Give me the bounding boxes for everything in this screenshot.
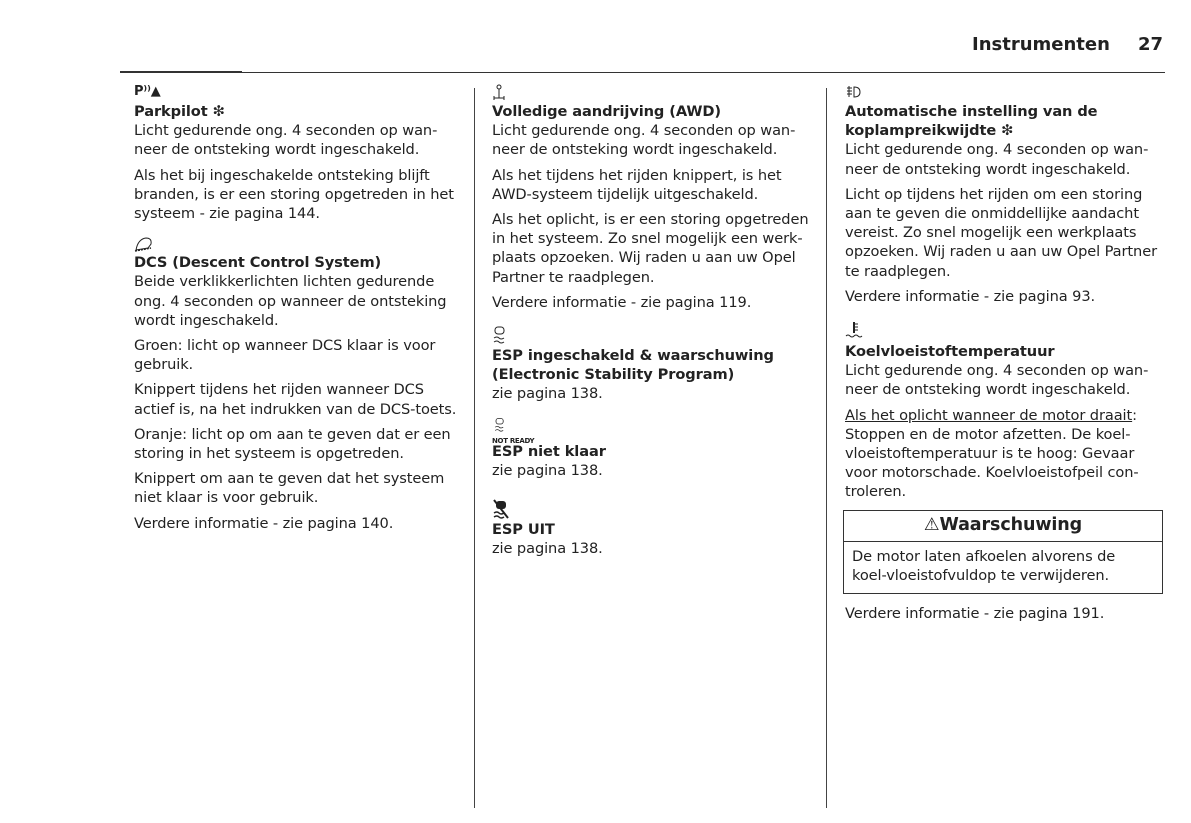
section-coolant bbox=[845, 320, 1165, 623]
paragraph: zie pagina 138. bbox=[492, 461, 603, 479]
section-title: Parkpilot ❇ bbox=[134, 103, 225, 120]
section-title: DCS (Descent Control System) bbox=[134, 254, 382, 272]
warning-triangle-icon: ⚠ bbox=[923, 514, 940, 535]
coolant-temperature-icon bbox=[845, 320, 1165, 342]
paragraph: Verdere informatie - zie pagina 191. bbox=[845, 605, 1105, 623]
descent-control-icon bbox=[134, 235, 464, 253]
column-2 bbox=[492, 84, 817, 570]
section-title: ESP UIT bbox=[492, 521, 555, 539]
section-title-line2: koplampreikwijdte ❇ bbox=[845, 122, 1014, 140]
parkpilot-icon: P⁾⁾▲ bbox=[134, 84, 161, 99]
page-number: 27 bbox=[1137, 34, 1163, 55]
section-esp-not-ready bbox=[492, 416, 817, 480]
section-esp-off bbox=[492, 498, 817, 558]
paragraph: Licht gedurende ong. 4 seconden op wan-neer de ontsteking wordt ingeschakeld. bbox=[845, 362, 1149, 399]
column-1 bbox=[134, 84, 464, 545]
paragraph: zie pagina 138. bbox=[492, 385, 603, 403]
headlamp-range-icon bbox=[845, 84, 1165, 102]
column-divider bbox=[826, 88, 827, 808]
paragraph: zie pagina 138. bbox=[492, 540, 603, 558]
awd-icon bbox=[492, 84, 817, 102]
section-dcs bbox=[134, 235, 464, 533]
paragraph: Als het oplicht, is er een storing opgetreden in het systeem. Zo snel mogelijk een werk-plaats opzoeken. Wij raden u aan uw Opel Partner te raadplegen. bbox=[492, 211, 809, 286]
column-divider bbox=[474, 88, 475, 808]
paragraph: Groen: licht op wanneer DCS klaar is voor gebruik. bbox=[134, 337, 436, 374]
paragraph: Knippert om aan te geven dat het systeem niet klaar is voor gebruik. bbox=[134, 470, 445, 507]
warning-box bbox=[843, 510, 1163, 595]
warning-header bbox=[844, 511, 1162, 542]
warning-text: De motor laten afkoelen alvorens de koel-vloeistofvuldop te verwijderen. bbox=[852, 547, 1116, 585]
section-subtitle: (Electronic Stability Program) bbox=[492, 366, 735, 384]
paragraph: Licht gedurende ong. 4 seconden op wan-neer de ontsteking wordt ingeschakeld. bbox=[134, 122, 438, 159]
paragraph: Oranje: licht op om aan te geven dat er een storing in het systeem is opgetreden. bbox=[134, 425, 451, 463]
section-esp bbox=[492, 324, 817, 404]
warning-title: Waarschuwing bbox=[939, 514, 1083, 535]
page-header bbox=[972, 34, 1163, 55]
paragraph: Verdere informatie - zie pagina 119. bbox=[492, 293, 752, 311]
paragraph: Verdere informatie - zie pagina 93. bbox=[845, 287, 1096, 305]
paragraph bbox=[845, 406, 1165, 502]
section-parkpilot bbox=[134, 84, 464, 223]
paragraph: Beide verklikkerlichten lichten gedurende ong. 4 seconden op wanneer de ontsteking wordt ingeschakeld. bbox=[134, 273, 447, 329]
condition-text: Als het oplicht wanneer de motor draait bbox=[845, 406, 1133, 424]
esp-not-ready-icon: NOT READY bbox=[492, 416, 817, 442]
paragraph: Als het tijdens het rijden knippert, is het AWD-systeem tijdelijk uitgeschakeld. bbox=[492, 166, 782, 203]
paragraph: Licht gedurende ong. 4 seconden op wan-neer de ontsteking wordt ingeschakeld. bbox=[845, 141, 1149, 178]
section-headlamp-range bbox=[845, 84, 1165, 306]
chapter-title: Instrumenten bbox=[972, 34, 1110, 55]
section-title: ESP niet klaar bbox=[492, 442, 606, 460]
paragraph: Als het bij ingeschakelde ontsteking blijft branden, is er een storing opgetreden in het systeem - zie pagina 144. bbox=[134, 166, 454, 223]
paragraph: Licht gedurende ong. 4 seconden op wan-neer de ontsteking wordt ingeschakeld. bbox=[492, 122, 796, 159]
section-awd bbox=[492, 84, 817, 312]
esp-off-icon bbox=[492, 498, 817, 520]
paragraph: Verdere informatie - zie pagina 140. bbox=[134, 514, 394, 532]
section-title: Volledige aandrijving (AWD) bbox=[492, 103, 721, 120]
section-title: Automatische instelling van de bbox=[845, 103, 1098, 120]
paragraph: Knippert tijdens het rijden wanneer DCS actief is, na het indrukken van de DCS-toets. bbox=[134, 381, 457, 418]
paragraph: Licht op tijdens het rijden om een storing aan te geven die onmiddellijke aandacht vereist. Zo snel mogelijk een werkplaats opzoeken. Wij raden u aan uw Opel Partner te raadplegen. bbox=[845, 185, 1157, 280]
esp-icon bbox=[492, 324, 817, 346]
instruction-text: : Stoppen en de motor afzetten. De koel-vloeistoftemperatuur is te hoog: Gevaar voor motorschade. Koelvloeistofpeil con-troleren. bbox=[845, 406, 1139, 501]
header-rule bbox=[120, 72, 1165, 73]
section-title: ESP ingeschakeld & waarschuwing bbox=[492, 347, 774, 365]
column-3 bbox=[845, 84, 1165, 629]
section-title: Koelvloeistoftemperatuur bbox=[845, 343, 1055, 361]
header-rule-accent bbox=[120, 71, 242, 73]
